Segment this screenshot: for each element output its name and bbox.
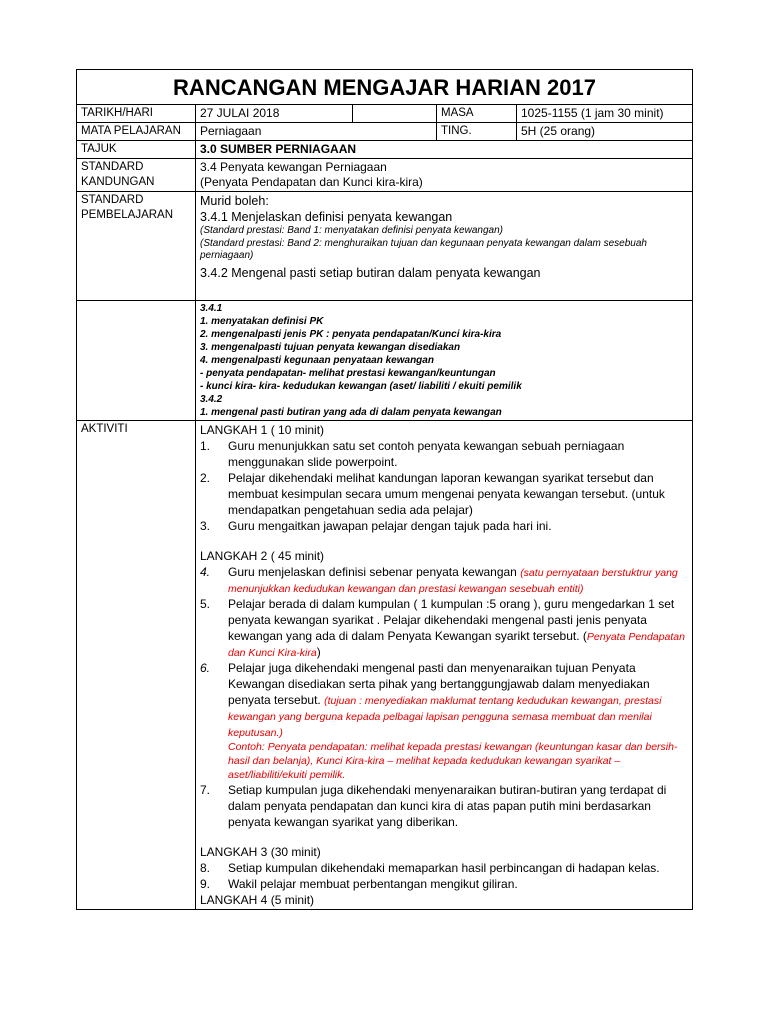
list-item: 3. Guru mengaitkan jawapan pelajar dengan tajuk pada hari ini. [200,519,552,533]
step-3-list [200,860,688,892]
objective-line: 4. mengenalpasti kegunaan penyataan kewangan [200,355,434,366]
objective-line: 3. mengenalpasti tujuan penyata kewangan disediakan [200,342,461,353]
sp-item-1: 3.4.1 Menjelaskan definisi penyata kewangan [200,210,453,224]
item-4-note: (satu pernyataan berstuktrur yang menunjukkan kedudukan kewangan dan prestasi kewangan sesebuah entiti) [228,567,678,595]
sp-intro: Murid boleh: [200,194,269,208]
objective-line: 1. mengenal pasti butiran yang ada di dalam penyata kewangan [200,407,502,418]
step-2-list [200,564,688,830]
sp-value [196,192,693,301]
sk-line-2: (Penyata Pendapatan dan Kunci kira-kira) [200,175,423,189]
sp-item-2: 3.4.2 Mengenal pasti setiap butiran dalam penyata kewangan [200,265,541,280]
sp-band-2: (Standard prestasi: Band 2: menghuraikan tujuan dan kegunaan penyata kewangan dalam sesebuah perniagaan) [200,237,647,261]
aktiviti-cell [196,421,693,910]
item-6-note: (tujuan : menyediakan maklumat tentang kedudukan kewangan, prestasi kewangan yang berguna kepada pelbagai lapisan pengguna semasa membuat dan menilai keputusan.) [228,695,662,739]
objective-line: 3.4.2 [200,394,223,405]
ting-label: TING. [437,123,517,141]
item-5-note: Penyata Pendapatan dan Kunci Kira-kira [228,631,685,659]
tarikh-empty-cell [353,105,437,123]
tarikh-value: 27 JULAI 2018 [196,105,353,123]
list-item: 9. Wakil pelajar membuat perbentangan mengikut giliran. [200,877,518,891]
list-item: 7. Setiap kumpulan juga dikehendaki menyenaraikan butiran-butiran yang terdapat di dalam penyata pendapatan dan kunci kira di atas papan putih mini berdasarkan penyata kewangan syarikat yang diberikan. [200,783,667,829]
step-4-heading: LANGKAH 4 (5 minit) [200,893,315,907]
objectives-empty-label [77,301,196,421]
tarikh-label: TARIKH/HARI [77,105,196,123]
list-item: 4. Guru menjelaskan definisi sebenar penyata kewangan (satu pernyataan berstuktrur yang menunjukkan kedudukan kewangan dan prestasi kewangan sesebuah entiti) [200,565,678,595]
item-6-example: Contoh: Penyata pendapatan: melihat kepada prestasi kewangan (keuntungan kasar dan bersih- hasil dan belanja), Kunci Kira-kira – melihat kepada kedudukan kewangan syarikat – aset/liabiliti/ekuiti pemilik. [228,741,678,781]
list-item: 2. Pelajar dikehendaki melihat kandungan laporan kewangan syarikat tersebut dan membuat kesimpulan secara umum mengenai penyata kewangan tersebut. (untuk mendapatkan pengetahuan sedia ada pelajar) [200,471,665,517]
list-item: 8. Setiap kumpulan dikehendaki memaparkan hasil perbincangan di hadapan kelas. [200,861,660,875]
sp-band-1: (Standard prestasi: Band 1: menyatakan definisi penyata kewangan) [200,225,503,236]
step-3-heading: LANGKAH 3 (30 minit) [200,845,321,859]
tajuk-value: 3.0 SUMBER PERNIAGAAN [196,141,693,159]
masa-label: MASA [437,105,517,123]
lesson-plan-document [76,69,692,910]
list-item: 5. Pelajar berada di dalam kumpulan ( 1 kumpulan :5 orang ), guru mengedarkan 1 set penyata kewangan syarikat . Pelajar dikehendaki mengenal pasti jenis penyata kewangan yang ada di dalam Penyata Kewangan syarikt tersebut. (Penyata Pendapatan dan Kunci Kira-kira) [200,597,685,659]
lesson-plan-table [76,69,693,910]
sk-line-1: 3.4 Penyata kewangan Perniagaan [200,160,387,174]
list-item: 1. Guru menunjukkan satu set contoh penyata kewangan sebuah perniagaan menggunakan slide powerpoint. [200,439,625,469]
list-item: 6. Pelajar juga dikehendaki mengenal pasti dan menyenaraikan tujuan Penyata Kewangan disediakan serta pihak yang bertanggungjawab dalam menyediakan penyata tersebut. (tujuan : menyediakan maklumat tentang kedudukan kewangan, prestasi kewangan yang berguna kepada pelbagai lapisan pengguna semasa membuat dan menilai keputusan.) Contoh: Penyata pendapatan: melihat kepada prestasi kewangan (keuntungan kasar dan bersih- hasil dan belanja), Kunci Kira-kira – melihat kepada kedudukan kewangan syarikat – aset/liabiliti/ekuiti pemilik. [200,660,688,782]
objectives-cell [196,301,693,421]
objective-line: 2. mengenalpasti jenis PK : penyata pendapatan/Kunci kira-kira [200,329,502,340]
mata-value: Perniagaan [196,123,437,141]
objective-line: 3.4.1 [200,303,223,314]
step-1-heading: LANGKAH 1 ( 10 minit) [200,423,325,437]
sp-label: STANDARD PEMBELAJARAN [77,192,196,301]
step-2-heading: LANGKAH 2 ( 45 minit) [200,549,325,563]
masa-value: 1025-1155 (1 jam 30 minit) [517,105,693,123]
objective-line: - kunci kira- kira- kedudukan kewangan (aset/ liabiliti / ekuiti pemilik [200,381,522,392]
tajuk-label: TAJUK [77,141,196,159]
sk-value [196,159,693,192]
aktiviti-label: AKTIVITI [77,421,196,910]
objective-line: 1. menyatakan definisi PK [200,316,324,327]
sk-label: STANDARD KANDUNGAN [77,159,196,192]
objective-line: - penyata pendapatan- melihat prestasi kewangan/keuntungan [200,368,496,379]
mata-label: MATA PELAJARAN [77,123,196,141]
page-title: RANCANGAN MENGAJAR HARIAN 2017 [77,70,693,105]
ting-value: 5H (25 orang) [517,123,693,141]
step-1-list [200,438,688,534]
